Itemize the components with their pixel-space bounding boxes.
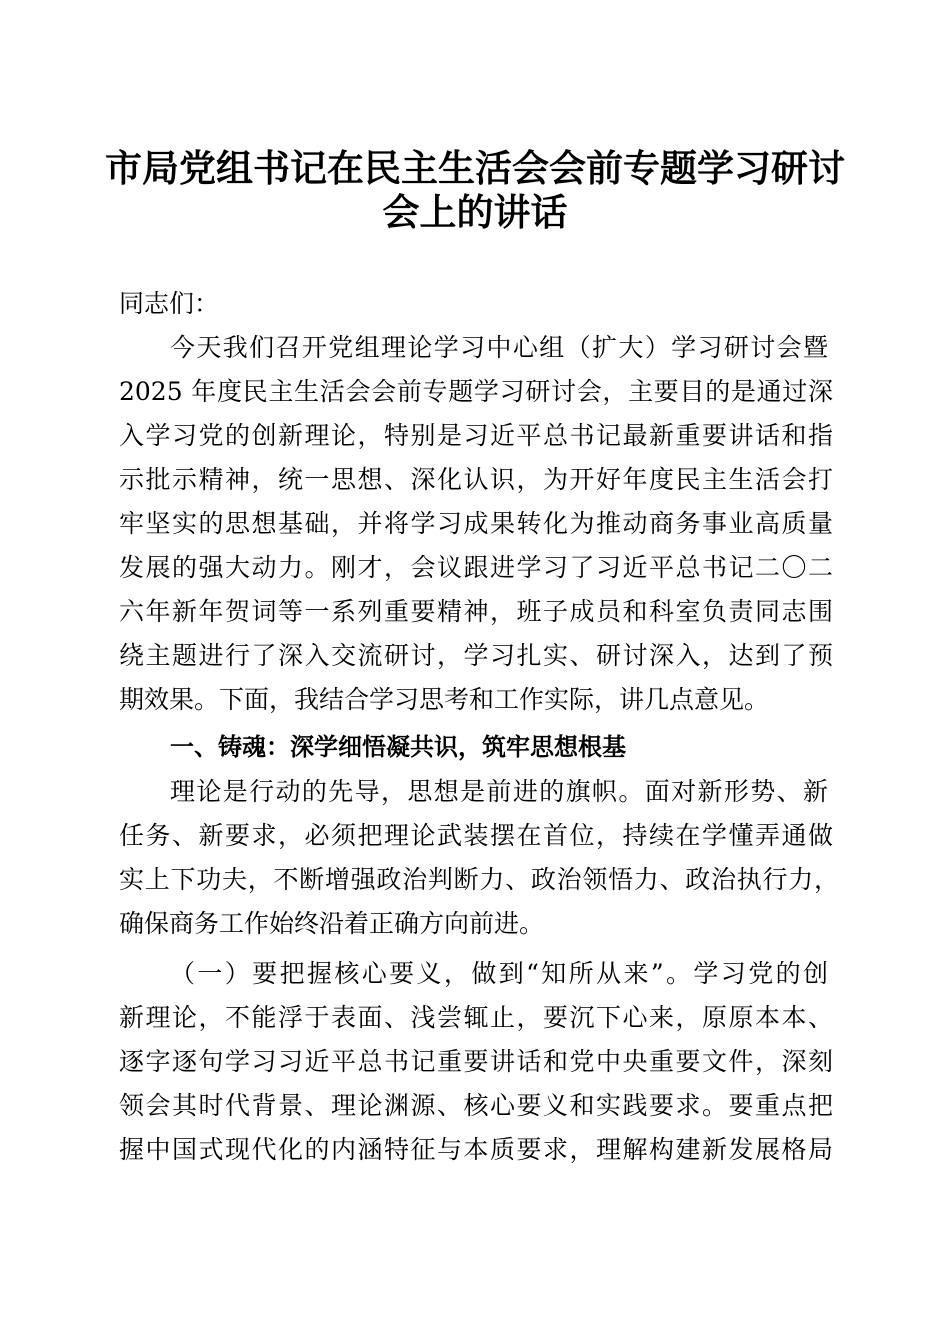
document-title-line-2: 会上的讲话: [382, 190, 568, 234]
paragraph-line: 领会其时代背景、理论渊源、核心要义和实践要求。要重点把: [119, 1091, 833, 1120]
paragraph-line: 示批示精神，统一思想、深化认识，为开好年度民主生活会打: [119, 465, 833, 494]
paragraph-line: 入学习党的创新理论，特别是习近平总书记最新重要讲话和指: [119, 421, 833, 450]
salutation: 同志们：: [119, 289, 220, 318]
subsection-line: （一）要把握核心要义，做到“知所从来”。学习党的创: [170, 959, 828, 988]
paragraph-line: 逐字逐句学习习近平总书记重要讲话和党中央重要文件，深刻: [119, 1047, 833, 1076]
paragraph-line: 期效果。下面，我结合学习思考和工作实际，讲几点意见。: [119, 685, 770, 714]
paragraph-line: 六年新年贺词等一系列重要精神，班子成员和科室负责同志围: [119, 597, 833, 626]
document-title-line-1: 市局党组书记在民主生活会会前专题学习研讨: [105, 146, 845, 190]
paragraph-line: 握中国式现代化的内涵特征与本质要求，理解构建新发展格局: [119, 1135, 833, 1164]
paragraph-line: 理论是行动的先导，思想是前进的旗帜。面对新形势、新: [170, 777, 828, 806]
paragraph-line: 发展的强大动力。刚才，会议跟进学习了习近平总书记二〇二: [119, 553, 833, 582]
paragraph-line: 2025 年度民主生活会会前专题学习研讨会，主要目的是通过深: [119, 377, 833, 406]
paragraph-line: 任务、新要求，必须把理论武装摆在首位，持续在学懂弄通做: [119, 821, 833, 850]
paragraph-line: 牢坚实的思想基础，并将学习成果转化为推动商务事业高质量: [119, 509, 833, 538]
section-heading-1: 一、铸魂：深学细悟凝共识，筑牢思想根基: [170, 733, 626, 761]
paragraph-line: 今天我们召开党组理论学习中心组（扩大）学习研讨会暨: [170, 333, 828, 362]
paragraph-line: 确保商务工作始终沿着正确方向前进。: [119, 909, 545, 938]
paragraph-line: 实上下功夫，不断增强政治判断力、政治领悟力、政治执行力，: [119, 865, 839, 894]
paragraph-line: 新理论，不能浮于表面、浅尝辄止，要沉下心来，原原本本、: [119, 1003, 833, 1032]
paragraph-line: 绕主题进行了深入交流研讨，学习扎实、研讨深入，达到了预: [119, 641, 833, 670]
